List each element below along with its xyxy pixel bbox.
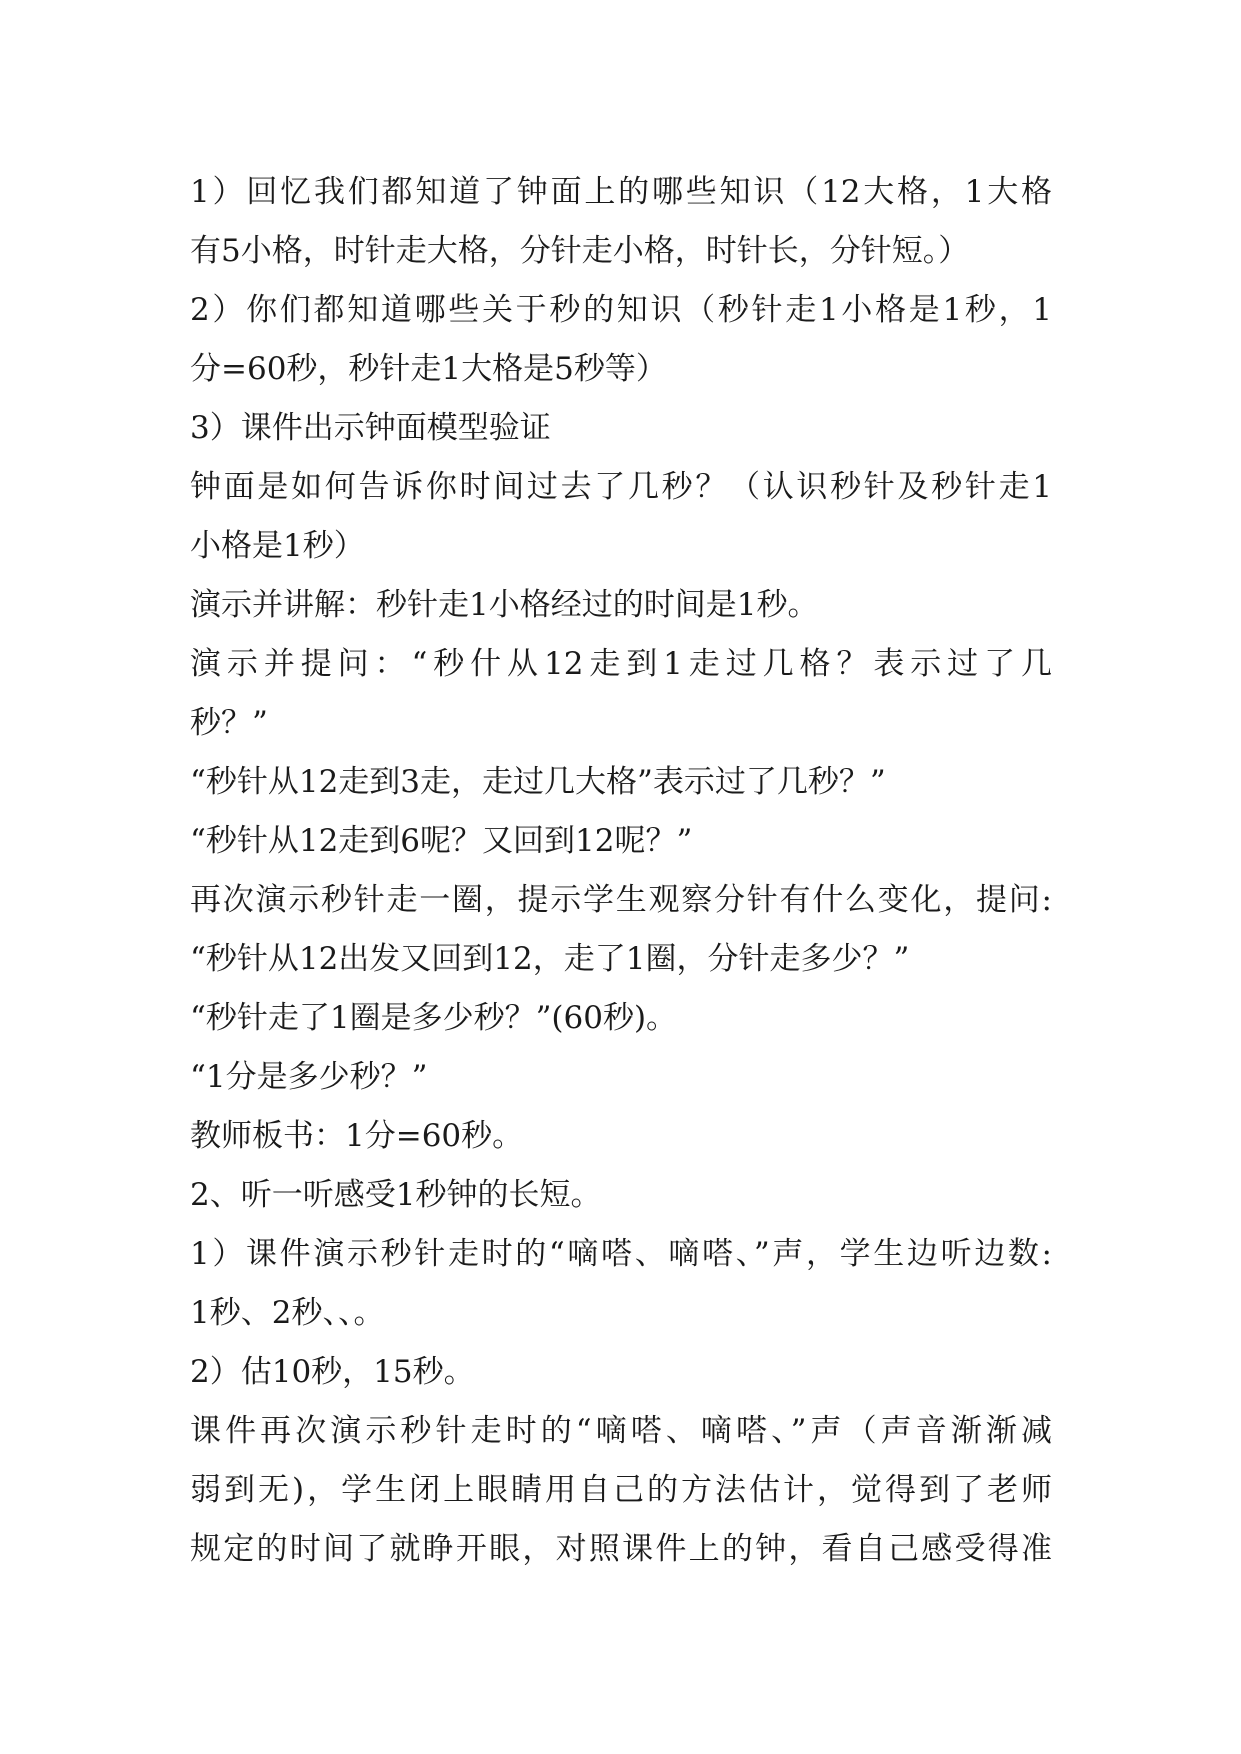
text-line: 3）课件出示钟面模型验证 bbox=[190, 410, 551, 446]
text-line: 规定的时间了就睁开眼，对照课件上的钟，看自己感受得准 bbox=[190, 1531, 1052, 1567]
text-line: 弱到无)，学生闭上眼睛用自己的方法估计，觉得到了老师 bbox=[190, 1472, 1052, 1508]
text-line: “秒针从12走到3走，走过几大格”表示过了几秒？” bbox=[190, 764, 886, 800]
text-line: “秒针从12走到6呢？又回到12呢？” bbox=[190, 823, 693, 859]
text-line: 2）估10秒，15秒。 bbox=[190, 1354, 475, 1390]
text-line: 课件再次演示秒针走时的“嘀嗒、嘀嗒、”声（声音渐渐减 bbox=[190, 1413, 1052, 1449]
text-line: 1）回忆我们都知道了钟面上的哪些知识（12大格，1大格 bbox=[190, 174, 1052, 210]
text-line: 有5小格，时针走大格，分针走小格，时针长，分针短。） bbox=[190, 233, 970, 269]
text-line: 2）你们都知道哪些关于秒的知识（秒针走1小格是1秒，1 bbox=[190, 292, 1052, 328]
text-line: 秒？” bbox=[190, 705, 268, 741]
text-line: 演示并提问：“秒什从12走到1走过几格？表示过了几 bbox=[190, 646, 1052, 682]
text-line: 1秒、2秒、、。 bbox=[190, 1295, 385, 1331]
text-line: 分=60秒，秒针走1大格是5秒等） bbox=[190, 351, 667, 387]
text-line: 再次演示秒针走一圈，提示学生观察分针有什么变化，提问: bbox=[190, 882, 1052, 918]
text-line: 1）课件演示秒针走时的“嘀嗒、嘀嗒、”声，学生边听边数: bbox=[190, 1236, 1052, 1272]
document-body bbox=[190, 163, 1052, 1579]
text-line: “1分是多少秒？” bbox=[190, 1059, 428, 1095]
text-line: 小格是1秒） bbox=[190, 528, 365, 564]
text-line: 教师板书：1分=60秒。 bbox=[190, 1118, 524, 1154]
text-line: “秒针从12出发又回到12，走了1圈，分针走多少？” bbox=[190, 941, 910, 977]
text-line: 钟面是如何告诉你时间过去了几秒？（认识秒针及秒针走1 bbox=[190, 469, 1052, 505]
text-line: 演示并讲解：秒针走1小格经过的时间是1秒。 bbox=[190, 587, 819, 623]
text-line: 2、听一听感受1秒钟的长短。 bbox=[190, 1177, 602, 1213]
text-line: “秒针走了1圈是多少秒？”(60秒)。 bbox=[190, 1000, 678, 1036]
